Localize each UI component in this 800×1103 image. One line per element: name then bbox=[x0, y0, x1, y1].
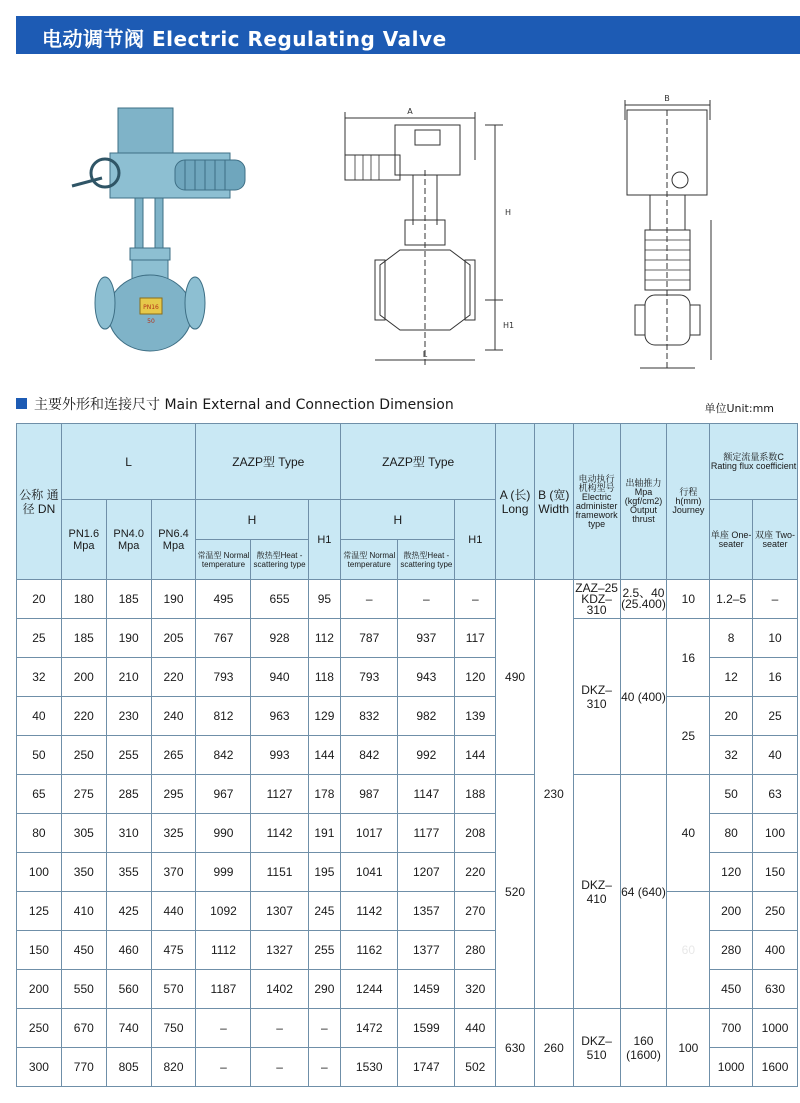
table-cell: 220 bbox=[61, 697, 106, 736]
model-dkz-510: DKZ– 510 bbox=[573, 1009, 620, 1087]
table-cell: 1147 bbox=[398, 775, 455, 814]
table-cell: 295 bbox=[151, 775, 196, 814]
table-cell: 1112 bbox=[196, 931, 251, 970]
table-cell: 250 bbox=[17, 1009, 62, 1048]
table-cell: 767 bbox=[196, 619, 251, 658]
header-dn: 公称 通径 DN bbox=[17, 424, 62, 580]
table-cell: 1747 bbox=[398, 1048, 455, 1087]
model-dkz-410: DKZ– 410 bbox=[573, 775, 620, 1009]
thrust-64: 64 (640) bbox=[620, 775, 667, 1009]
table-cell: 265 bbox=[151, 736, 196, 775]
header-h-2: H bbox=[341, 500, 455, 540]
table-cell: 1017 bbox=[341, 814, 398, 853]
table-cell: 139 bbox=[455, 697, 496, 736]
table-cell: 842 bbox=[341, 736, 398, 775]
table-cell: 190 bbox=[151, 580, 196, 619]
table-cell: 1187 bbox=[196, 970, 251, 1009]
table-cell: 210 bbox=[106, 658, 151, 697]
table-cell: 793 bbox=[341, 658, 398, 697]
table-cell: 50 bbox=[710, 775, 753, 814]
dim-h1-label: H1 bbox=[503, 321, 515, 330]
table-cell: 1472 bbox=[341, 1009, 398, 1048]
header-l: L bbox=[61, 424, 196, 500]
stroke-10: 10 bbox=[667, 580, 710, 619]
table-cell: 305 bbox=[61, 814, 106, 853]
header-normal-1: 常温型 Normal temperature bbox=[196, 540, 251, 580]
table-cell: – bbox=[196, 1009, 251, 1048]
table-cell: 550 bbox=[61, 970, 106, 1009]
header-b: B (宽) Width bbox=[534, 424, 573, 580]
table-cell: 178 bbox=[308, 775, 341, 814]
table-cell: 460 bbox=[106, 931, 151, 970]
table-row bbox=[17, 619, 798, 658]
table-cell: 120 bbox=[710, 853, 753, 892]
table-cell: 255 bbox=[308, 931, 341, 970]
table-cell: 120 bbox=[455, 658, 496, 697]
dim-l-label: L bbox=[422, 350, 428, 359]
table-cell: 655 bbox=[251, 580, 308, 619]
table-cell: 310 bbox=[106, 814, 151, 853]
table-cell: 63 bbox=[753, 775, 798, 814]
table-cell: 440 bbox=[151, 892, 196, 931]
dimension-table bbox=[16, 423, 798, 1087]
table-cell: 1151 bbox=[251, 853, 308, 892]
table-cell: 185 bbox=[61, 619, 106, 658]
stroke-100: 100 bbox=[667, 1009, 710, 1087]
table-cell: 993 bbox=[251, 736, 308, 775]
table-cell: 740 bbox=[106, 1009, 151, 1048]
table-cell: 963 bbox=[251, 697, 308, 736]
table-cell: 8 bbox=[710, 619, 753, 658]
header-two-seater: 双座 Two- seater bbox=[753, 500, 798, 580]
header-a: A (长) Long bbox=[496, 424, 535, 580]
model-zaz: ZAZ–25 KDZ–310 bbox=[573, 580, 620, 619]
header-type-1: ZAZP型 Type bbox=[196, 424, 341, 500]
section-marker bbox=[16, 398, 27, 409]
table-cell: 20 bbox=[710, 697, 753, 736]
table-cell: – bbox=[196, 1048, 251, 1087]
a-value-490: 490 bbox=[496, 580, 535, 775]
title-bar bbox=[16, 16, 800, 54]
table-cell: 195 bbox=[308, 853, 341, 892]
table-cell: 410 bbox=[61, 892, 106, 931]
table-cell: 1600 bbox=[753, 1048, 798, 1087]
header-pn64: PN6.4 Mpa bbox=[151, 500, 196, 580]
table-cell: 230 bbox=[106, 697, 151, 736]
table-cell: 805 bbox=[106, 1048, 151, 1087]
table-cell: 240 bbox=[151, 697, 196, 736]
table-cell: 1177 bbox=[398, 814, 455, 853]
b-value-230: 230 bbox=[534, 580, 573, 1009]
thrust-40: 40 (400) bbox=[620, 619, 667, 775]
table-cell: – bbox=[341, 580, 398, 619]
table-cell: 250 bbox=[61, 736, 106, 775]
table-cell: 320 bbox=[455, 970, 496, 1009]
table-cell: 1127 bbox=[251, 775, 308, 814]
body-marking-size: 50 bbox=[147, 318, 155, 325]
header-coefficient: 额定流量系数C Rating flux coefficient bbox=[710, 424, 798, 500]
table-cell: 630 bbox=[753, 970, 798, 1009]
table-cell: 185 bbox=[106, 580, 151, 619]
table-cell: 475 bbox=[151, 931, 196, 970]
table-cell: 200 bbox=[17, 970, 62, 1009]
table-cell: 188 bbox=[455, 775, 496, 814]
header-pn40: PN4.0 Mpa bbox=[106, 500, 151, 580]
table-cell: 118 bbox=[308, 658, 341, 697]
unit-label: 单位Unit:mm bbox=[704, 402, 774, 415]
page-title: 电动调节阀 Electric Regulating Valve bbox=[42, 27, 447, 51]
table-cell: 200 bbox=[710, 892, 753, 931]
table-row bbox=[17, 1009, 798, 1048]
table-row bbox=[17, 697, 798, 736]
section-header bbox=[16, 394, 800, 416]
thrust-25: 2.5、40 (25.400) bbox=[620, 580, 667, 619]
table-cell: 255 bbox=[106, 736, 151, 775]
header-stroke: 行程 h(mm) Journey bbox=[667, 424, 710, 580]
table-cell: 1142 bbox=[251, 814, 308, 853]
table-cell: 220 bbox=[455, 853, 496, 892]
table-cell: 290 bbox=[308, 970, 341, 1009]
header-h1-1: H1 bbox=[308, 500, 341, 580]
table-cell: 967 bbox=[196, 775, 251, 814]
table-cell: 117 bbox=[455, 619, 496, 658]
table-cell: 502 bbox=[455, 1048, 496, 1087]
table-cell: 32 bbox=[710, 736, 753, 775]
table-cell: 770 bbox=[61, 1048, 106, 1087]
table-cell: 1000 bbox=[710, 1048, 753, 1087]
table-cell: 40 bbox=[17, 697, 62, 736]
table-cell: 992 bbox=[398, 736, 455, 775]
table-cell: – bbox=[455, 580, 496, 619]
table-cell: 987 bbox=[341, 775, 398, 814]
table-cell: 812 bbox=[196, 697, 251, 736]
stroke-40: 40 bbox=[667, 775, 710, 892]
table-row bbox=[17, 892, 798, 931]
table-cell: 1599 bbox=[398, 1009, 455, 1048]
table-cell: 190 bbox=[106, 619, 151, 658]
table-cell: 10 bbox=[753, 619, 798, 658]
table-cell: 129 bbox=[308, 697, 341, 736]
table-cell: 355 bbox=[106, 853, 151, 892]
table-cell: 1244 bbox=[341, 970, 398, 1009]
table-cell: 750 bbox=[151, 1009, 196, 1048]
table-cell: 150 bbox=[753, 853, 798, 892]
table-cell: 1092 bbox=[196, 892, 251, 931]
table-cell: 285 bbox=[106, 775, 151, 814]
table-cell: 300 bbox=[17, 1048, 62, 1087]
table-cell: 982 bbox=[398, 697, 455, 736]
table-cell: 245 bbox=[308, 892, 341, 931]
header-heat-2: 散热型Heat -scattering type bbox=[398, 540, 455, 580]
table-cell: – bbox=[251, 1009, 308, 1048]
header-h1-2: H1 bbox=[455, 500, 496, 580]
table-cell: 937 bbox=[398, 619, 455, 658]
header-pn16: PN1.6 Mpa bbox=[61, 500, 106, 580]
table-cell: – bbox=[753, 580, 798, 619]
table-cell: 450 bbox=[61, 931, 106, 970]
table-cell: 1459 bbox=[398, 970, 455, 1009]
table-cell: 1162 bbox=[341, 931, 398, 970]
table-cell: 144 bbox=[455, 736, 496, 775]
model-dkz-310: DKZ– 310 bbox=[573, 619, 620, 775]
table-cell: 1142 bbox=[341, 892, 398, 931]
table-cell: 150 bbox=[17, 931, 62, 970]
table-cell: 205 bbox=[151, 619, 196, 658]
table-cell: 95 bbox=[308, 580, 341, 619]
table-cell: 200 bbox=[61, 658, 106, 697]
table-cell: 400 bbox=[753, 931, 798, 970]
table-cell: 275 bbox=[61, 775, 106, 814]
table-cell: 999 bbox=[196, 853, 251, 892]
table-cell: 1377 bbox=[398, 931, 455, 970]
body-marking: PN16 bbox=[143, 304, 159, 311]
table-cell: 16 bbox=[753, 658, 798, 697]
table-cell: 1357 bbox=[398, 892, 455, 931]
table-cell: 940 bbox=[251, 658, 308, 697]
table-cell: 40 bbox=[753, 736, 798, 775]
table-cell: – bbox=[308, 1009, 341, 1048]
dim-a-label: A bbox=[407, 107, 413, 116]
side-view-drawing bbox=[615, 90, 725, 375]
table-cell: 25 bbox=[753, 697, 798, 736]
b-value-260: 260 bbox=[534, 1009, 573, 1087]
table-cell: 495 bbox=[196, 580, 251, 619]
stroke-16: 16 bbox=[667, 619, 710, 697]
table-row bbox=[17, 775, 798, 814]
table-cell: 1000 bbox=[753, 1009, 798, 1048]
header-h-1: H bbox=[196, 500, 308, 540]
table-cell: 570 bbox=[151, 970, 196, 1009]
header-thrust: 出轴推力 Mpa (kgf/cm2) Output thrust bbox=[620, 424, 667, 580]
stroke-25: 25 bbox=[667, 697, 710, 775]
valve-photo bbox=[60, 98, 290, 360]
table-cell: 50 bbox=[17, 736, 62, 775]
table-cell: 220 bbox=[151, 658, 196, 697]
stroke-60: 60 bbox=[667, 892, 710, 1009]
table-cell: 1.2–5 bbox=[710, 580, 753, 619]
table-cell: 832 bbox=[341, 697, 398, 736]
table-cell: 250 bbox=[753, 892, 798, 931]
table-cell: 450 bbox=[710, 970, 753, 1009]
table-cell: 100 bbox=[17, 853, 62, 892]
table-cell: 943 bbox=[398, 658, 455, 697]
table-cell: 990 bbox=[196, 814, 251, 853]
table-cell: – bbox=[251, 1048, 308, 1087]
table-cell: 1402 bbox=[251, 970, 308, 1009]
table-cell: 440 bbox=[455, 1009, 496, 1048]
table-cell: 842 bbox=[196, 736, 251, 775]
table-cell: 370 bbox=[151, 853, 196, 892]
table-cell: 208 bbox=[455, 814, 496, 853]
table-cell: 100 bbox=[753, 814, 798, 853]
table-cell: 425 bbox=[106, 892, 151, 931]
table-cell: 787 bbox=[341, 619, 398, 658]
table-cell: 670 bbox=[61, 1009, 106, 1048]
table-cell: – bbox=[308, 1048, 341, 1087]
a-value-520: 520 bbox=[496, 775, 535, 1009]
table-cell: 1307 bbox=[251, 892, 308, 931]
header-model: 电动执行 机构型号 Electric administer framework type bbox=[573, 424, 620, 580]
table-cell: 12 bbox=[710, 658, 753, 697]
thrust-160: 160 (1600) bbox=[620, 1009, 667, 1087]
table-cell: 820 bbox=[151, 1048, 196, 1087]
table-cell: 350 bbox=[61, 853, 106, 892]
header-normal-2: 常温型 Normal temperature bbox=[341, 540, 398, 580]
table-cell: 325 bbox=[151, 814, 196, 853]
a-value-630: 630 bbox=[496, 1009, 535, 1087]
table-cell: 20 bbox=[17, 580, 62, 619]
table-cell: 112 bbox=[308, 619, 341, 658]
table-cell: 928 bbox=[251, 619, 308, 658]
header-heat-1: 散热型Heat -scattering type bbox=[251, 540, 308, 580]
table-cell: 25 bbox=[17, 619, 62, 658]
header-type-2: ZAZP型 Type bbox=[341, 424, 496, 500]
front-view-drawing bbox=[335, 100, 530, 370]
table-cell: 560 bbox=[106, 970, 151, 1009]
table-row bbox=[17, 580, 798, 619]
table-cell: 65 bbox=[17, 775, 62, 814]
table-cell: 125 bbox=[17, 892, 62, 931]
dim-b-label: B bbox=[664, 94, 670, 103]
table-cell: 80 bbox=[710, 814, 753, 853]
section-title: 主要外形和连接尺寸 Main External and Connection Dimension bbox=[34, 397, 454, 413]
table-cell: 270 bbox=[455, 892, 496, 931]
table-cell: 1327 bbox=[251, 931, 308, 970]
table-cell: 80 bbox=[17, 814, 62, 853]
table-cell: 700 bbox=[710, 1009, 753, 1048]
table-cell: 191 bbox=[308, 814, 341, 853]
table-cell: 1530 bbox=[341, 1048, 398, 1087]
dim-h-label: H bbox=[505, 208, 512, 217]
table-cell: 793 bbox=[196, 658, 251, 697]
table-cell: 32 bbox=[17, 658, 62, 697]
table-cell: 1041 bbox=[341, 853, 398, 892]
table-cell: – bbox=[398, 580, 455, 619]
table-cell: 280 bbox=[455, 931, 496, 970]
table-cell: 280 bbox=[710, 931, 753, 970]
header-one-seater: 单座 One- seater bbox=[710, 500, 753, 580]
table-cell: 180 bbox=[61, 580, 106, 619]
table-cell: 1207 bbox=[398, 853, 455, 892]
table-cell: 144 bbox=[308, 736, 341, 775]
